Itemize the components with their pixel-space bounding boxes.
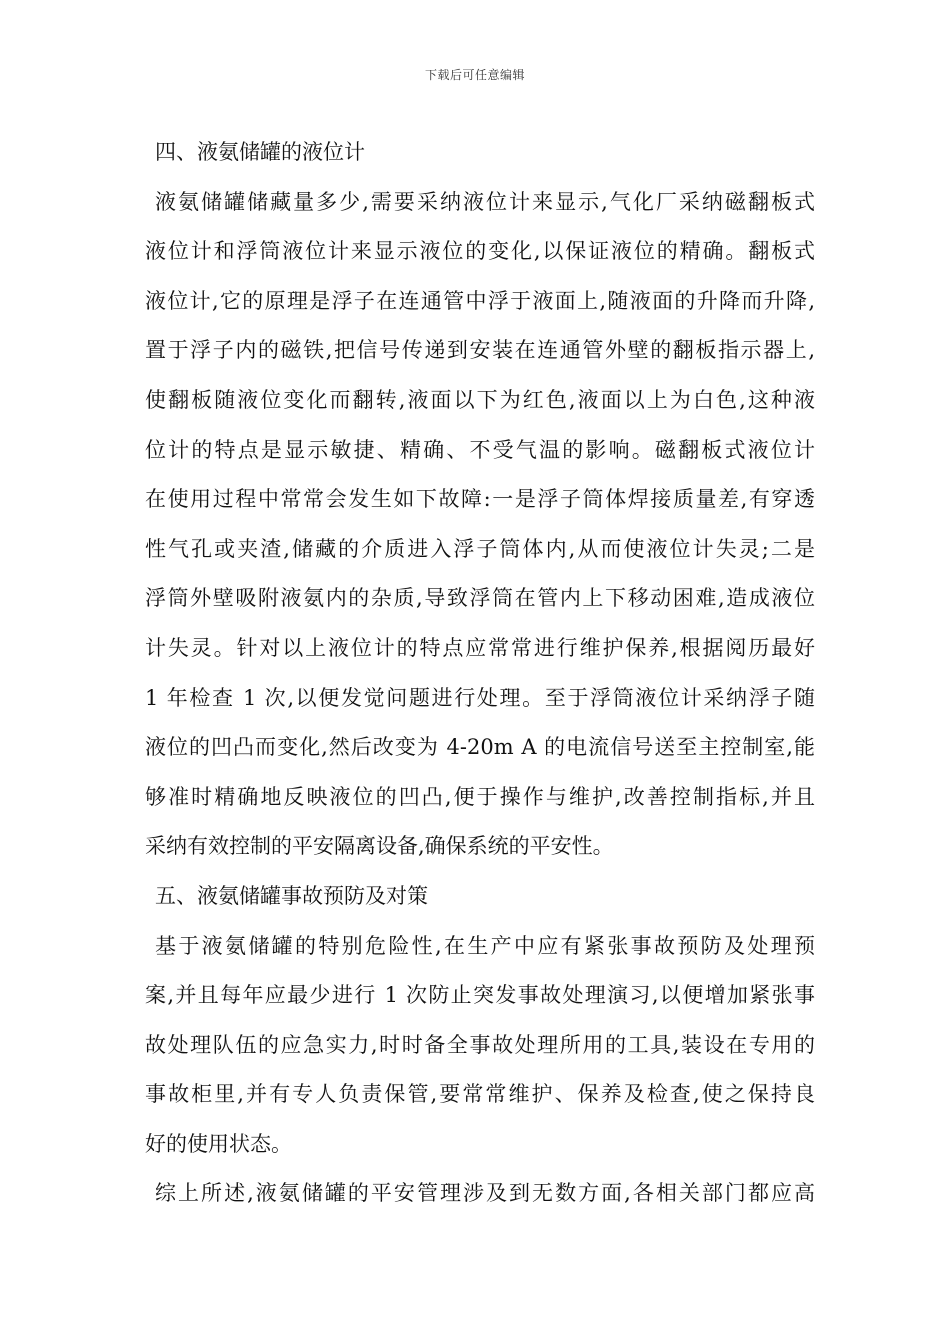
text-line: 四、液氨储罐的液位计	[155, 140, 365, 164]
text-line: 液位计,它的原理是浮子在连通管中浮于液面上,随液面的升降而升降,	[145, 288, 815, 313]
text-line: 基于液氨储罐的特别危险性,在生产中应有紧张事故预防及处理预	[155, 933, 815, 958]
text-line: 五、液氨储罐事故预防及对策	[155, 883, 428, 908]
text-line: 性气孔或夹渣,储藏的介质进入浮子筒体内,从而使液位计失灵;二是	[145, 536, 815, 561]
text-line: 液氨储罐储藏量多少,需要采纳液位计来显示,气化厂采纳磁翻板式	[155, 189, 815, 214]
text-line: 计失灵。针对以上液位计的特点应常常进行维护保养,根据阅历最好	[145, 635, 815, 660]
text-line: 液位计和浮筒液位计来显示液位的变化,以保证液位的精确。翻板式	[145, 239, 815, 264]
text-line: 1 年检查 1 次,以便发觉问题进行处理。至于浮筒液位计采纳浮子随	[145, 685, 815, 710]
text-line: 采纳有效控制的平安隔离设备,确保系统的平安性。	[145, 834, 614, 859]
text-line: 使翻板随液位变化而翻转,液面以下为红色,液面以上为白色,这种液	[145, 387, 815, 412]
text-line: 故处理队伍的应急实力,时时备全事故处理所用的工具,装设在专用的	[145, 1032, 815, 1057]
page-header: 下载后可任意编辑	[424, 68, 525, 82]
text-line: 事故柜里,并有专人负责保管,要常常维护、保养及检查,使之保持良	[145, 1082, 815, 1107]
text-line: 好的使用状态。	[145, 1131, 292, 1156]
text-line: 液位的凹凸而变化,然后改变为 4-20m A 的电流信号送至主控制室,能	[145, 735, 815, 760]
text-line: 够准时精确地反映液位的凹凸,便于操作与维护,改善控制指标,并且	[145, 784, 815, 809]
text-line: 案,并且每年应最少进行 1 次防止突发事故处理演习,以便增加紧张事	[145, 983, 815, 1008]
text-line: 置于浮子内的磁铁,把信号传递到安装在连通管外壁的翻板指示器上,	[145, 338, 815, 363]
text-line: 浮筒外壁吸附液氨内的杂质,导致浮筒在管内上下移动困难,造成液位	[145, 586, 815, 611]
text-line: 在使用过程中常常会发生如下故障:一是浮子筒体焊接质量差,有穿透	[145, 487, 815, 512]
text-line: 位计的特点是显示敏捷、精确、不受气温的影响。磁翻板式液位计	[145, 437, 815, 462]
document-body	[145, 128, 815, 1219]
text-line: 综上所述,液氨储罐的平安管理涉及到无数方面,各相关部门都应高	[155, 1181, 815, 1206]
